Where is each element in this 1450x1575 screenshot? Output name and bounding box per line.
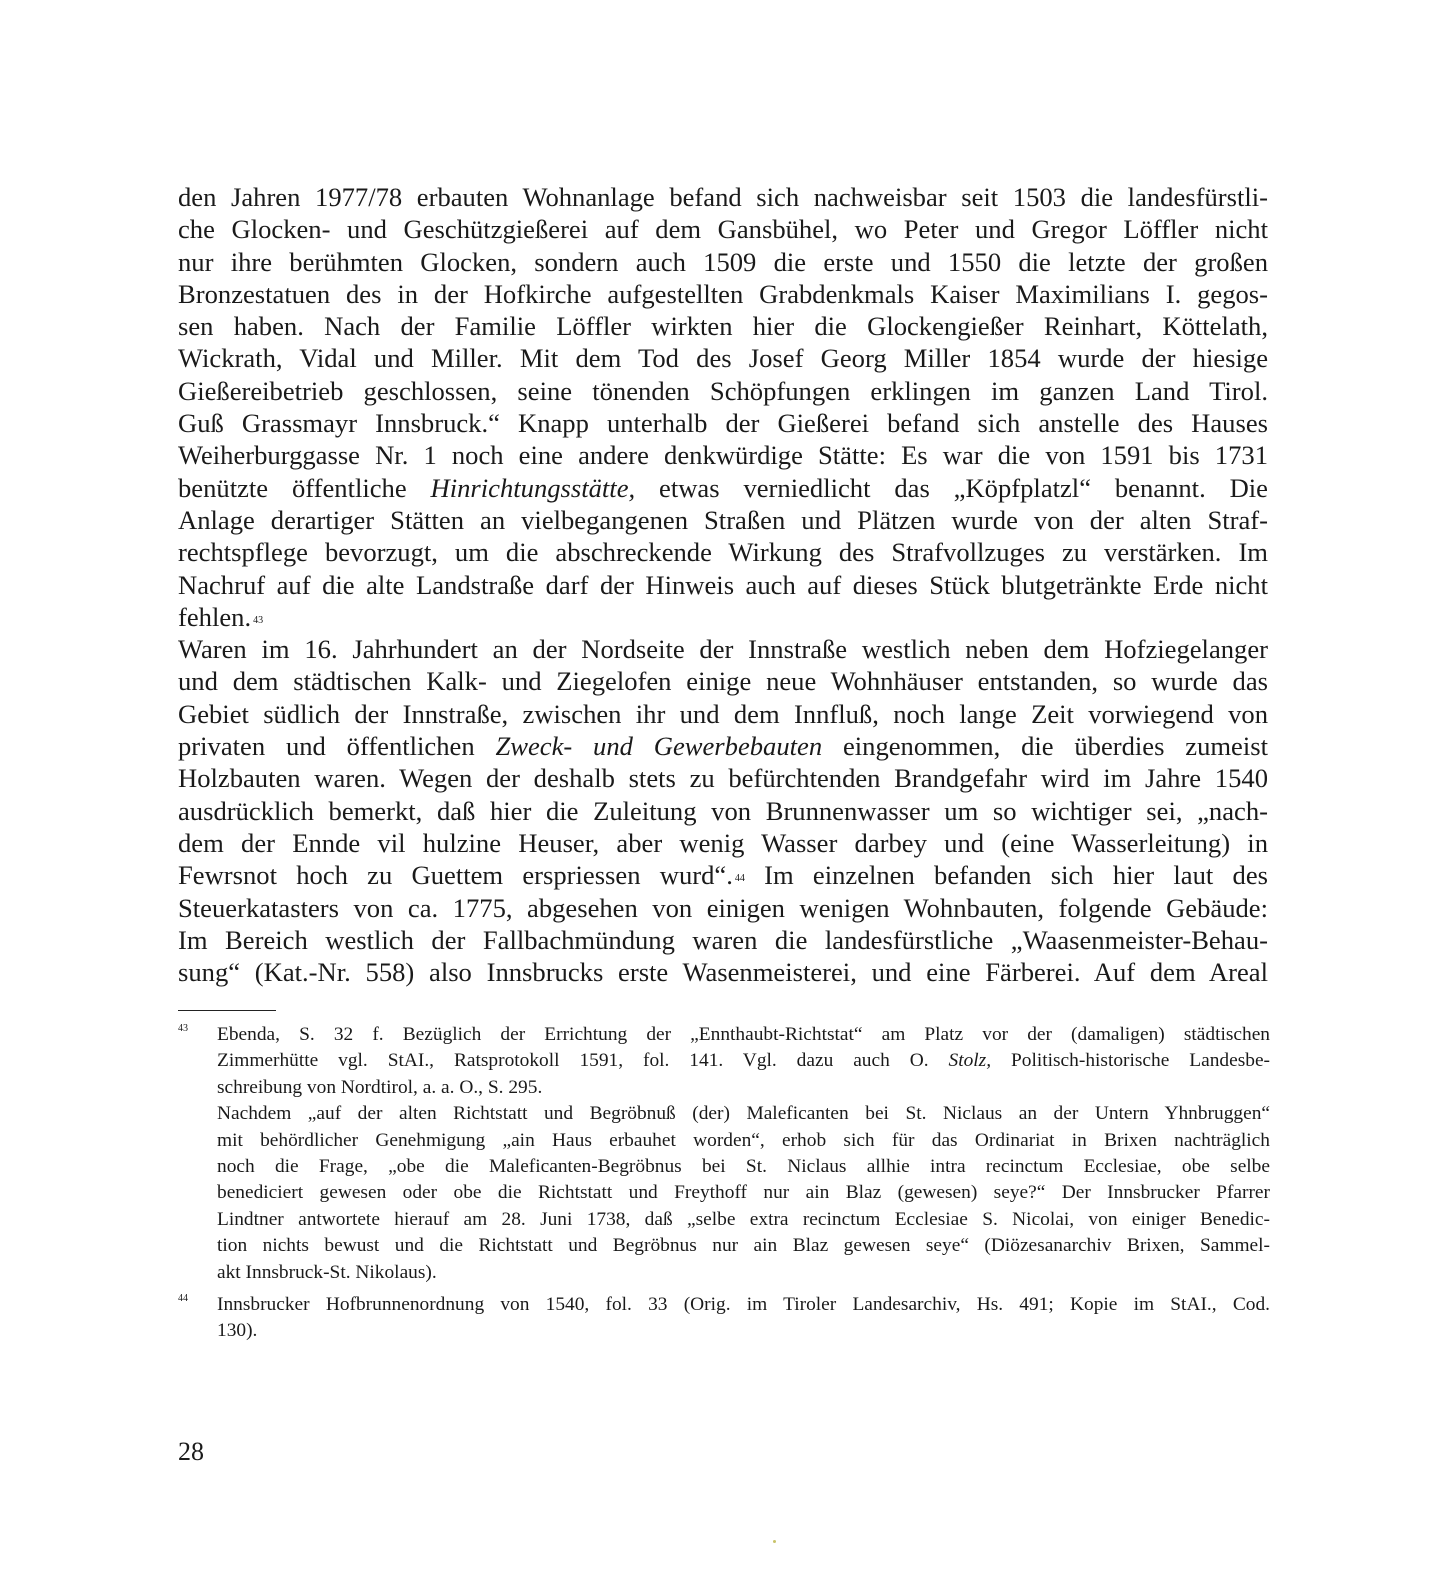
footnote-line: noch die Frage, „obe die Maleficanten-Begröbnus bei St. Niclaus allhie intra recinctum Ecclesiae, obe selbe <box>217 1156 1270 1178</box>
main-text <box>178 181 1268 988</box>
text-line: sung“ (Kat.-Nr. 558) also Innsbrucks erste Wasenmeisterei, und eine Färberei. Auf dem Areal <box>178 957 1268 988</box>
text-run: eingenommen, die überdies zumeist <box>822 731 1268 762</box>
italic-author: Stolz, <box>948 1050 992 1072</box>
footnote-number: 44 <box>178 1293 188 1305</box>
text-line: Gießereibetrieb geschlossen, seine tönenden Schöpfungen erklingen im ganzen Land Tirol. <box>178 375 1268 406</box>
footnote-line: Nachdem „auf der alten Richtstatt und Begröbnuß (der) Maleficanten bei St. Niclaus an der Untern Yhnbruggen“ <box>217 1103 1270 1125</box>
footnote-line: tion nichts bewust und die Richtstatt und Begröbnus nur ain Blaz gewesen seye“ (Diözesanarchiv Brixen, Sammel- <box>217 1235 1270 1257</box>
text-line: Weiherburggasse Nr. 1 noch eine andere denkwürdige Stätte: Es war die von 1591 bis 1731 <box>178 440 1268 471</box>
text-line: Gebiet südlich der Innstraße, zwischen ihr und dem Innfluß, noch lange Zeit vorwiegend von <box>178 698 1268 729</box>
text-line: Holzbauten waren. Wegen der deshalb stets zu befürchtenden Brandgefahr wird im Jahre 1540 <box>178 763 1268 794</box>
text-run: etwas verniedlicht das „Köpfplatzl“ benannt. Die <box>635 472 1268 503</box>
footnote-ref: 44 <box>734 873 745 885</box>
text-line: Anlage derartiger Stätten an vielbegangenen Straßen und Plätzen wurde von der alten Straf- <box>178 504 1268 535</box>
text-run: fehlen. <box>178 601 252 632</box>
footnotes <box>178 1022 1270 1345</box>
footnote-line <box>217 1048 1270 1074</box>
text-run: Im einzelnen befanden sich hier laut des <box>744 860 1268 891</box>
text-line: und dem städtischen Kalk- und Ziegelofen einige neue Wohnhäuser entstanden, so wurde das <box>178 666 1268 697</box>
text-line: sen haben. Nach der Familie Löffler wirkten hier die Glockengießer Reinhart, Köttelath, <box>178 311 1268 342</box>
paper-speck <box>773 1540 776 1543</box>
text-line <box>178 730 1268 762</box>
text-line <box>178 601 1268 633</box>
text-line: ausdrücklich bemerkt, daß hier die Zuleitung von Brunnenwasser um so wichtiger sei, „nach- <box>178 795 1268 826</box>
text-line: Guß Grassmayr Innsbruck.“ Knapp unterhalb der Gießerei befand sich anstelle des Hauses <box>178 408 1268 439</box>
footnote-43 <box>178 1022 1270 1286</box>
footnote-number: 43 <box>178 1023 188 1034</box>
text-run: privaten und öffentlichen <box>178 731 496 762</box>
footnote-line: Innsbrucker Hofbrunnenordnung von 1540, fol. 33 (Orig. im Tiroler Landesarchiv, Hs. 491; Kopie im StAI., Cod. <box>217 1294 1270 1316</box>
footnote-line: 130). <box>217 1320 258 1342</box>
text-run: benützte öffentliche <box>178 472 431 503</box>
text-line: nur ihre berühmten Glocken, sondern auch 1509 die erste und 1550 die letzte der großen <box>178 246 1268 277</box>
text-run: Zimmerhütte vgl. StAI., Ratsprotokoll 1591, fol. 141. Vgl. dazu auch O. <box>217 1050 949 1072</box>
footnote-line: schreibung von Nordtirol, a. a. O., S. 295. <box>217 1076 543 1098</box>
text-line: Im Bereich westlich der Fallbachmündung waren die landesfürstliche „Waasenmeister-Behau- <box>178 924 1268 955</box>
text-line: dem der Ennde vil hulzine Heuser, aber wenig Wasser darbey und (eine Wasserleitung) in <box>178 827 1268 858</box>
italic-term: Zweck- und Gewerbebauten <box>495 731 823 762</box>
footnote-divider <box>178 1010 276 1011</box>
text-line: den Jahren 1977/78 erbauten Wohnanlage befand sich nachweisbar seit 1503 die landesfürstli- <box>178 182 1268 212</box>
text-line <box>178 859 1268 891</box>
footnote-line: Lindtner antwortete hierauf am 28. Juni 1738, daß „selbe extra recinctum Ecclesiae S. Nicolai, von einiger Benedic- <box>217 1208 1270 1230</box>
text-line: Nachruf auf die alte Landstraße darf der Hinweis auch auf dieses Stück blutgetränkte Erde nicht <box>178 569 1268 600</box>
page-number: 28 <box>178 1437 204 1466</box>
text-line <box>178 472 1268 504</box>
text-run: Fewrsnot hoch zu Guettem erspriessen wurd“. <box>178 860 733 891</box>
footnote-line: akt Innsbruck-St. Nikolaus). <box>217 1261 437 1283</box>
text-line: che Glocken- und Geschützgießerei auf dem Gansbühel, wo Peter und Gregor Löffler nicht <box>178 214 1268 245</box>
footnote-ref: 43 <box>253 614 264 626</box>
footnote-line: benediciert gewesen oder obe die Richtstatt und Freythoff nur ain Blaz (gewesen) seye?“ Der Innsbrucker Pfarrer <box>217 1182 1270 1204</box>
footnote-line: mit behördlicher Genehmigung „ain Haus erbauhet worden“, erhob sich für das Ordinariat in Brixen nachträglich <box>217 1129 1270 1151</box>
text-line: Bronzestatuen des in der Hofkirche aufgestellten Grabdenkmals Kaiser Maximilians I. gegos- <box>178 278 1268 309</box>
footnote-44 <box>178 1292 1270 1345</box>
italic-term: Hinrichtungsstätte, <box>430 472 636 503</box>
footnote-line: Ebenda, S. 32 f. Bezüglich der Errichtung der „Ennthaubt-Richtstat“ am Platz vor der (damaligen) städtischen <box>217 1024 1270 1045</box>
text-line: rechtspflege bevorzugt, um die abschreckende Wirkung des Strafvollzuges zu verstärken. Im <box>178 537 1268 568</box>
text-line: Steuerkatasters von ca. 1775, abgesehen von einigen wenigen Wohnbauten, folgende Gebäude: <box>178 892 1268 923</box>
text-line: Waren im 16. Jahrhundert an der Nordseite der Innstraße westlich neben dem Hofziegelanger <box>178 634 1268 665</box>
text-line: Wickrath, Vidal und Miller. Mit dem Tod des Josef Georg Miller 1854 wurde der hiesige <box>178 343 1268 374</box>
text-run: Politisch-historische Landesbe- <box>991 1050 1271 1072</box>
